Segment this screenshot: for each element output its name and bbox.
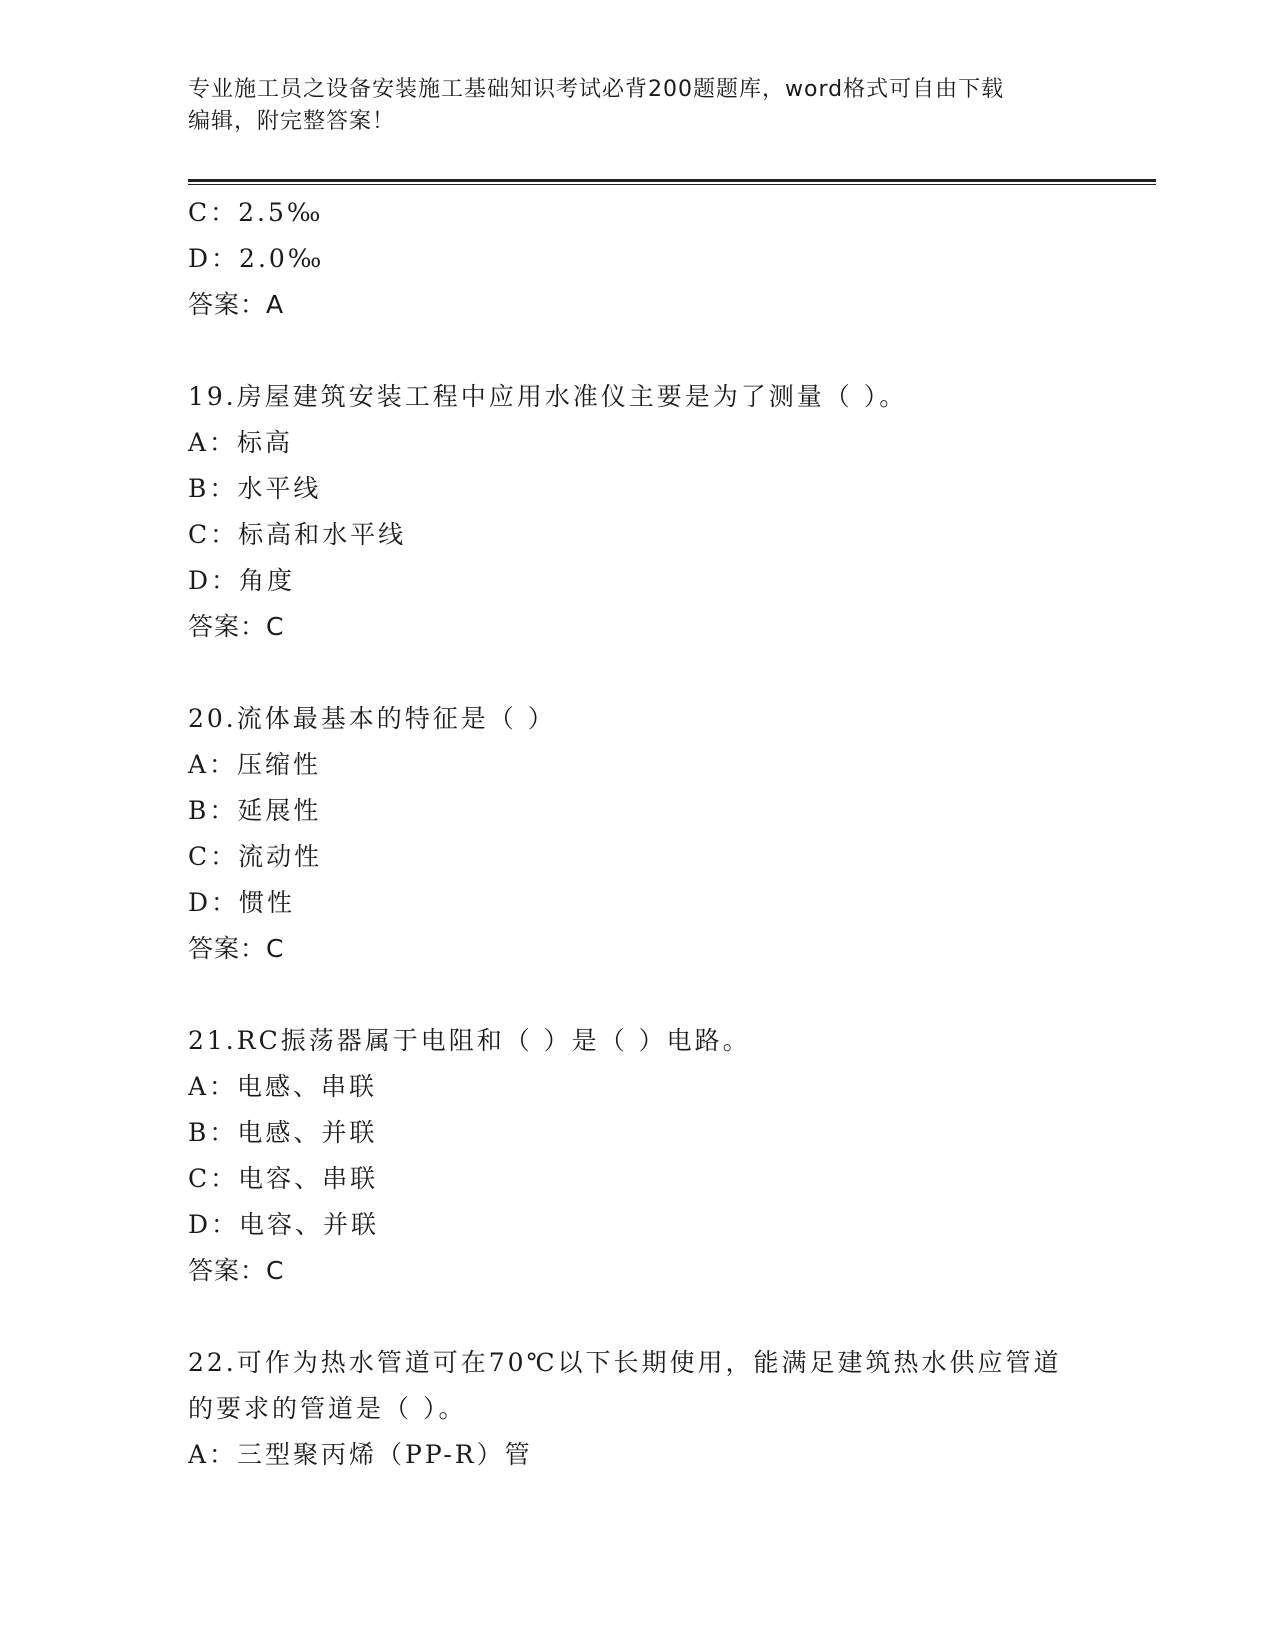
question-19-option-b: B：水平线 bbox=[188, 474, 322, 503]
question-content bbox=[188, 190, 1088, 1478]
question-20-stem: 20.流体最基本的特征是（ ） bbox=[188, 704, 556, 733]
question-21-option-b: B：电感、并联 bbox=[188, 1118, 378, 1147]
answer-18: 答案：A bbox=[188, 290, 285, 319]
question-19-stem: 19.房屋建筑安装工程中应用水准仪主要是为了测量（ ）。 bbox=[188, 382, 908, 411]
option-c: C：2.5‰ bbox=[188, 198, 324, 227]
header-line-1: 专业施工员之设备安装施工基础知识考试必背200题题库，word格式可自由下载 bbox=[188, 77, 1005, 102]
question-21-option-a: A：电感、串联 bbox=[188, 1072, 378, 1101]
question-20-option-b: B：延展性 bbox=[188, 796, 322, 825]
question-19-option-d: D：角度 bbox=[188, 566, 296, 595]
question-20-option-c: C：流动性 bbox=[188, 842, 323, 871]
question-19-option-c: C：标高和水平线 bbox=[188, 520, 407, 549]
question-22-stem-line-1: 22.可作为热水管道可在70℃以下长期使用，能满足建筑热水供应管道 bbox=[188, 1348, 1062, 1377]
question-19-option-a: A：标高 bbox=[188, 428, 294, 457]
question-20-option-d: D：惯性 bbox=[188, 888, 296, 917]
answer-21: 答案：C bbox=[188, 1256, 285, 1285]
question-21-stem: 21.RC振荡器属于电阻和（ ）是（ ）电路。 bbox=[188, 1026, 751, 1055]
document-header bbox=[188, 74, 1088, 138]
answer-20: 答案：C bbox=[188, 934, 285, 963]
option-d: D：2.0‰ bbox=[188, 244, 325, 273]
header-divider-thin bbox=[188, 184, 1156, 185]
header-line-2: 编辑，附完整答案！ bbox=[188, 109, 396, 134]
answer-19: 答案：C bbox=[188, 612, 285, 641]
question-22-option-a: A：三型聚丙烯（PP-R）管 bbox=[188, 1440, 533, 1469]
question-22-stem-line-2: 的要求的管道是（ ）。 bbox=[188, 1394, 467, 1423]
header-divider-thick bbox=[188, 179, 1156, 182]
question-21-option-d: D：电容、并联 bbox=[188, 1210, 380, 1239]
question-20-option-a: A：压缩性 bbox=[188, 750, 322, 779]
question-21-option-c: C：电容、串联 bbox=[188, 1164, 379, 1193]
